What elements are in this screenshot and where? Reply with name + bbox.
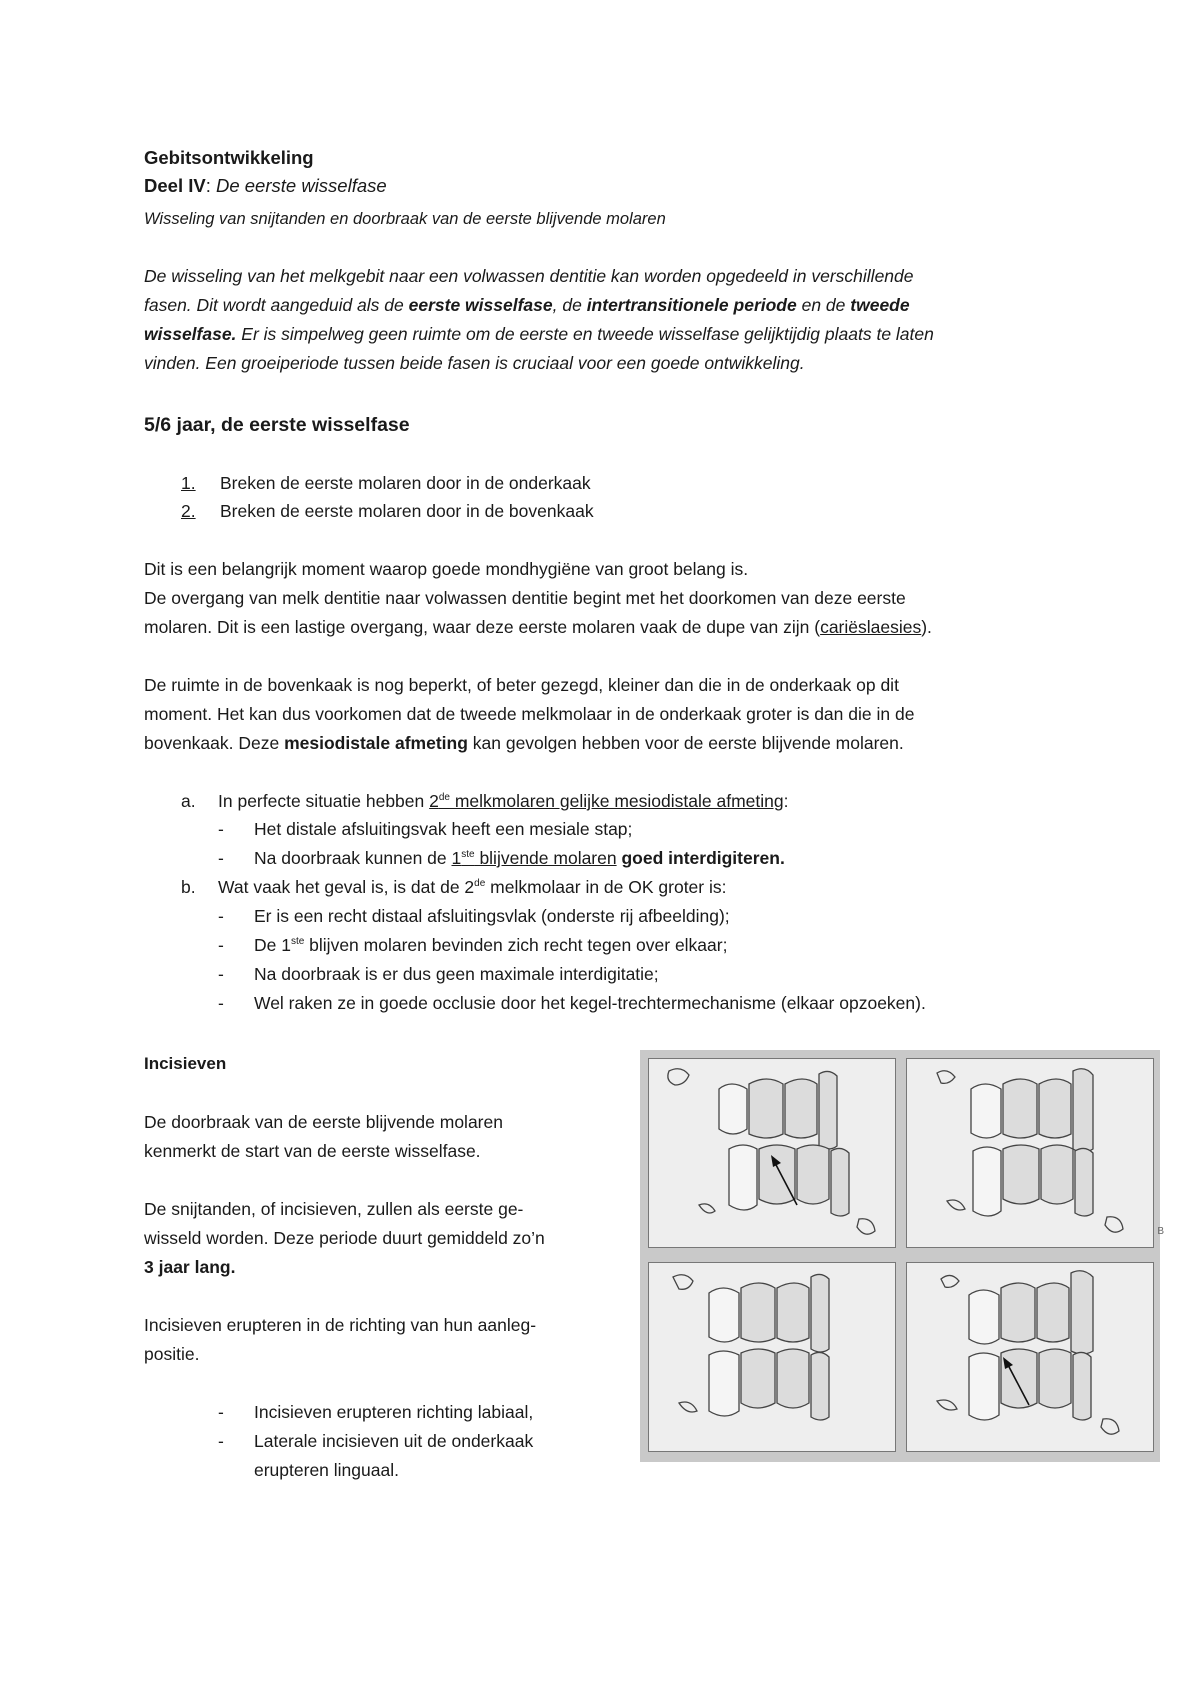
part-label: Deel IV	[144, 175, 206, 196]
numbered-item	[181, 472, 591, 494]
dash-item-text: Het distale afsluitingsvak heeft een mesiale stap;	[254, 819, 633, 839]
paragraph-line: De overgang van melk dentitie naar volwassen dentitie begint met het doorkomen van deze eerste	[144, 588, 906, 608]
section-heading-wisselfase: 5/6 jaar, de eerste wisselfase	[144, 414, 410, 436]
case-b-label: b.	[181, 877, 196, 897]
text: melkmolaar in de OK groter is:	[485, 877, 727, 897]
item-text: Breken de eerste molaren door in de bovenkaak	[220, 501, 594, 521]
underlined-term	[452, 848, 617, 868]
intro-text: fasen. Dit wordt aangeduid als de	[144, 295, 409, 315]
paragraph-line: positie.	[144, 1344, 200, 1364]
paragraph-line	[144, 616, 932, 638]
paragraph-line: moment. Het kan dus voorkomen dat de tweede melkmolaar in de onderkaak groter is dan die in de	[144, 704, 915, 724]
paragraph-line: kenmerkt de start van de eerste wisselfase.	[144, 1141, 481, 1161]
text: ).	[921, 617, 932, 637]
bold-term: goed interdigiteren.	[621, 848, 785, 868]
bold-term: mesiodistale afmeting	[284, 733, 468, 753]
paragraph-line: Dit is een belangrijk moment waarop goede mondhygiëne van groot belang is.	[144, 559, 749, 579]
dash: -	[218, 964, 224, 984]
underlined-term: cariëslaesies	[820, 617, 922, 637]
superscript: ste	[461, 849, 475, 861]
paragraph-line: wisseld worden. Deze periode duurt gemiddeld zo’n	[144, 1228, 545, 1248]
dash-item-text	[254, 847, 785, 869]
dash: -	[218, 1402, 224, 1422]
teeth-diagram	[907, 1263, 1153, 1451]
diagram-panel-top-left	[648, 1058, 896, 1248]
intro-line-4: vinden. Een groeiperiode tussen beide fasen is cruciaal voor een goede ontwikkeling.	[144, 353, 805, 373]
intro-emphasis: tweede	[850, 295, 910, 315]
paragraph-line-bold: 3 jaar lang.	[144, 1257, 236, 1277]
teeth-diagram	[649, 1263, 895, 1451]
dash-item	[218, 818, 224, 840]
paragraph-line: De doorbraak van de eerste blijvende molaren	[144, 1112, 503, 1132]
dash-item-text: Na doorbraak is er dus geen maximale interdigitatie;	[254, 964, 659, 984]
item-number: 2.	[181, 501, 196, 521]
text: De 1	[254, 935, 291, 955]
text: In perfecte situatie hebben	[218, 791, 430, 811]
part-heading	[144, 175, 387, 197]
dash-item-text: erupteren linguaal.	[254, 1460, 399, 1480]
item-number: 1.	[181, 473, 196, 493]
part-title: De eerste wisselfase	[215, 175, 387, 196]
superscript: ste	[290, 936, 305, 948]
intro-text: , de	[552, 295, 587, 315]
dash: -	[218, 848, 224, 868]
text: melkmolaren gelijke mesiodistale afmeting	[449, 791, 784, 811]
text: molaren. Dit is een lastige overgang, waar deze eerste molaren vaak de dupe van zijn (	[144, 617, 821, 637]
text: Na doorbraak kunnen de	[254, 848, 452, 868]
text: :	[783, 791, 789, 811]
diagram-panel-bottom-right	[906, 1262, 1154, 1452]
text: blijven molaren bevinden zich recht tegen over elkaar;	[304, 935, 728, 955]
part-sep: :	[205, 175, 216, 196]
case-b-text	[218, 876, 726, 898]
paragraph-line: De ruimte in de bovenkaak is nog beperkt, of beter gezegd, kleiner dan die in de onderkaak op dit	[144, 675, 899, 695]
intro-line-1: De wisseling van het melkgebit naar een volwassen dentitie kan worden opgedeeld in verschillende	[144, 266, 914, 286]
intro-emphasis: intertransitionele periode	[586, 295, 797, 315]
intro-line-3	[144, 323, 934, 345]
case-a-label: a.	[181, 791, 196, 811]
intro-emphasis: eerste wisselfase	[408, 295, 553, 315]
intro-text: Er is simpelweg geen ruimte om de eerste en tweede wisselfase gelijktijdig plaats te laten	[236, 324, 934, 344]
numbered-item	[181, 500, 594, 522]
diagram-panel-top-right	[906, 1058, 1154, 1248]
paragraph-line: De snijtanden, of incisieven, zullen als eerste ge-	[144, 1199, 524, 1219]
text: 1	[451, 848, 462, 868]
item-text: Breken de eerste molaren door in de onderkaak	[220, 473, 591, 493]
intro-emphasis: wisselfase.	[144, 324, 237, 344]
dash: -	[218, 993, 224, 1013]
dental-occlusion-figure	[640, 1050, 1164, 1462]
dash-item-text: Er is een recht distaal afsluitingsvlak (onderste rij afbeelding);	[254, 906, 730, 926]
dash-item-text: Laterale incisieven uit de onderkaak	[254, 1431, 534, 1451]
teeth-diagram	[649, 1059, 895, 1247]
dash: -	[218, 906, 224, 926]
dash-item-text: Wel raken ze in goede occlusie door het kegel-trechtermechanisme (elkaar opzoeken).	[254, 993, 926, 1013]
diagram-panel-bottom-left	[648, 1262, 896, 1452]
case-a-text	[218, 790, 788, 812]
dash-item-text: Incisieven erupteren richting labiaal,	[254, 1402, 534, 1422]
text: kan gevolgen hebben voor de eerste blijvende molaren.	[467, 733, 904, 753]
text: blijvende molaren	[474, 848, 617, 868]
underlined-term	[429, 791, 783, 811]
text: Wat vaak het geval is, is dat de 2	[218, 877, 475, 897]
text: bovenkaak. Deze	[144, 733, 285, 753]
intro-line-2	[144, 294, 910, 316]
document-title: Gebitsontwikkeling	[144, 147, 314, 168]
dash-item-text	[254, 934, 727, 956]
dash: -	[218, 819, 224, 839]
intro-text: en de	[796, 295, 851, 315]
paragraph-line	[144, 732, 904, 754]
dash: -	[218, 935, 224, 955]
figure-corner-mark: B	[1157, 1226, 1164, 1237]
superscript: de	[438, 792, 450, 804]
subtitle: Wisseling van snijtanden en doorbraak van de eerste blijvende molaren	[144, 210, 666, 228]
section-heading-incisieven: Incisieven	[144, 1054, 227, 1073]
dash: -	[218, 1431, 224, 1451]
superscript: de	[474, 878, 486, 890]
paragraph-line: Incisieven erupteren in de richting van hun aanleg-	[144, 1315, 537, 1335]
text: 2	[429, 791, 439, 811]
teeth-diagram	[907, 1059, 1153, 1247]
